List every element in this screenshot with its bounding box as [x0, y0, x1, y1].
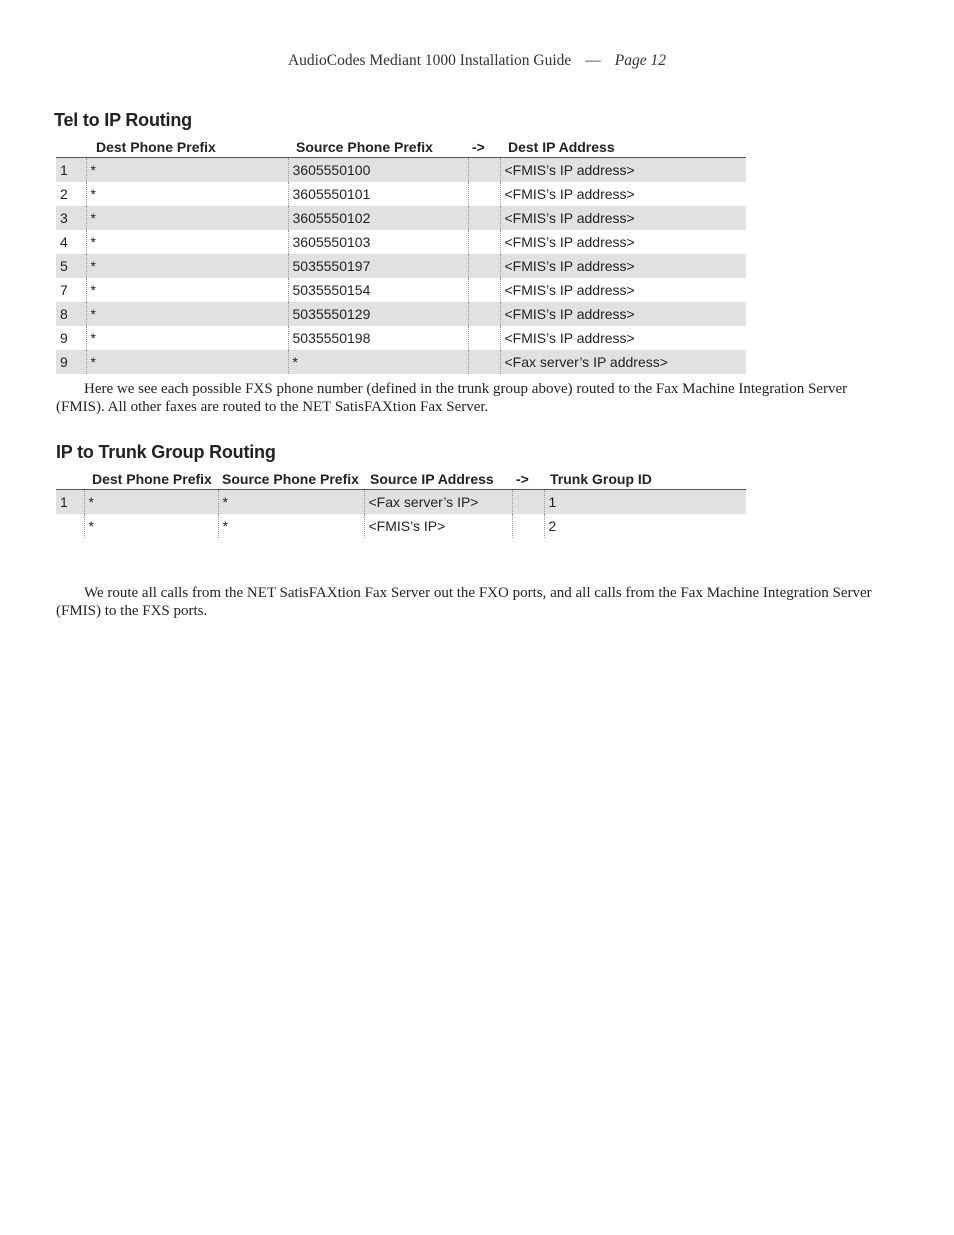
table-row: [56, 302, 746, 326]
column-header: Source Phone Prefix: [296, 139, 433, 155]
source-prefix-cell: *: [288, 350, 468, 374]
dest-prefix-cell: *: [86, 158, 288, 183]
row-index: 9: [60, 330, 68, 346]
column-header: ->: [472, 139, 485, 155]
dest-ip-cell: <FMIS’s IP address>: [500, 254, 746, 278]
column-header: Dest Phone Prefix: [92, 471, 212, 487]
trunk-group-cell: 1: [544, 490, 746, 515]
source-prefix-cell: 3605550103: [288, 230, 468, 254]
arrow-cell: [512, 514, 544, 538]
dest-ip-cell: <FMIS’s IP address>: [500, 326, 746, 350]
row-index: 2: [60, 186, 68, 202]
table-header-row: [56, 471, 746, 490]
row-index: [56, 514, 84, 538]
row-index: 9: [56, 350, 86, 374]
dest-ip-cell: <FMIS’s IP address>: [500, 230, 746, 254]
dest-prefix-cell: *: [86, 350, 288, 374]
tel-to-ip-table: [56, 139, 746, 374]
dest-ip-cell: <FMIS’s IP address>: [500, 278, 746, 302]
column-header: Trunk Group ID: [550, 471, 652, 487]
table-row: [56, 158, 746, 183]
dest-ip-cell: <FMIS’s IP address>: [500, 158, 746, 183]
row-index: 4: [60, 234, 68, 250]
arrow-cell: [468, 158, 500, 183]
column-header: Dest Phone Prefix: [96, 139, 216, 155]
dest-prefix-cell: *: [86, 206, 288, 230]
arrow-cell: [468, 182, 500, 206]
dest-ip-cell: <FMIS’s IP address>: [500, 302, 746, 326]
source-prefix-cell: 5035550129: [288, 302, 468, 326]
header-dash: —: [585, 52, 601, 69]
ip-to-trunk-table: [56, 471, 746, 538]
arrow-cell: [468, 302, 500, 326]
table-row: [56, 514, 746, 538]
dest-prefix-cell: *: [86, 326, 288, 350]
source-prefix-cell: 3605550100: [288, 158, 468, 183]
source-prefix-cell: 5035550197: [288, 254, 468, 278]
table-row: [56, 350, 746, 374]
table-row: [56, 206, 746, 230]
row-index: 1: [56, 490, 84, 515]
arrow-cell: [468, 350, 500, 374]
column-header: Source Phone Prefix: [222, 471, 359, 487]
dest-prefix-cell: *: [84, 514, 218, 538]
source-prefix-cell: 3605550101: [288, 182, 468, 206]
tel-to-ip-note: Here we see each possible FXS phone number (defined in the trunk group above) routed to the Fax Machine Integration Server (FMIS). All other faxes are routed to the NET SatisFAXtion Fax Server.: [56, 381, 848, 415]
tel-to-ip-heading: Tel to IP Routing: [54, 110, 192, 130]
arrow-cell: [468, 326, 500, 350]
row-index: 8: [56, 302, 86, 326]
ip-to-trunk-heading: IP to Trunk Group Routing: [56, 442, 276, 462]
page-number: Page 12: [614, 52, 666, 69]
dest-prefix-cell: *: [86, 278, 288, 302]
index-header: [56, 471, 84, 490]
table-row: [56, 326, 746, 350]
source-prefix-cell: 3605550102: [288, 206, 468, 230]
row-index: 1: [56, 158, 86, 183]
dest-ip-cell: <FMIS’s IP address>: [500, 182, 746, 206]
column-header: ->: [516, 471, 529, 487]
source-prefix-cell: 5035550198: [288, 326, 468, 350]
trunk-group-cell: 2: [544, 514, 746, 538]
row-index: 5: [56, 254, 86, 278]
index-header: [56, 139, 86, 158]
table-row: [56, 254, 746, 278]
column-header: Source IP Address: [370, 471, 494, 487]
source-prefix-cell: *: [218, 514, 364, 538]
source-prefix-cell: 5035550154: [288, 278, 468, 302]
dest-ip-cell: <Fax server’s IP address>: [500, 350, 746, 374]
source-ip-cell: <FMIS’s IP>: [364, 514, 512, 538]
source-prefix-cell: *: [218, 490, 364, 515]
dest-prefix-cell: *: [86, 254, 288, 278]
dest-ip-cell: <FMIS’s IP address>: [500, 206, 746, 230]
row-index: 3: [56, 206, 86, 230]
table-row: [56, 278, 746, 302]
table-header-row: [56, 139, 746, 158]
arrow-cell: [468, 230, 500, 254]
dest-prefix-cell: *: [86, 230, 288, 254]
arrow-cell: [468, 254, 500, 278]
table-row: [56, 182, 746, 206]
table-row: [56, 230, 746, 254]
document-title: AudioCodes Mediant 1000 Installation Guide: [287, 52, 572, 69]
arrow-cell: [512, 490, 544, 515]
dest-prefix-cell: *: [84, 490, 218, 515]
column-header: Dest IP Address: [508, 139, 615, 155]
source-ip-cell: <Fax server’s IP>: [364, 490, 512, 515]
page-header: [0, 52, 954, 70]
arrow-cell: [468, 206, 500, 230]
dest-prefix-cell: *: [86, 302, 288, 326]
row-index: 7: [60, 282, 68, 298]
arrow-cell: [468, 278, 500, 302]
table-row: [56, 490, 746, 515]
ip-to-trunk-note: We route all calls from the NET SatisFAXtion Fax Server out the FXO ports, and all calls from the Fax Machine Integration Server (FMIS) to the FXS ports.: [56, 585, 872, 619]
dest-prefix-cell: *: [86, 182, 288, 206]
